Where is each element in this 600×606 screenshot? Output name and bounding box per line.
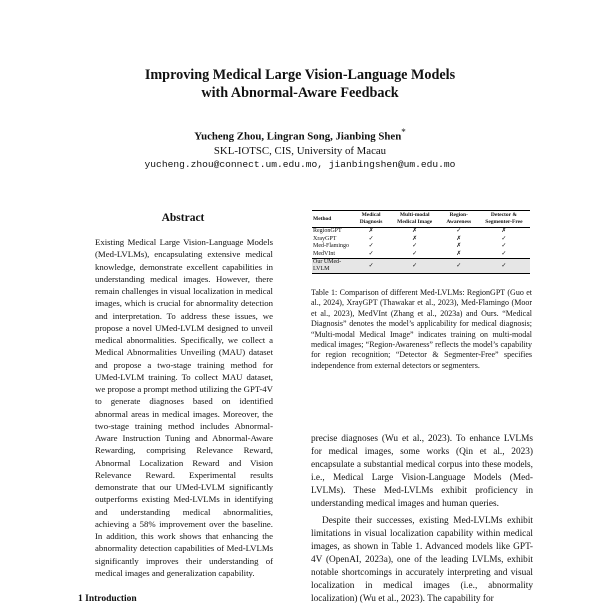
comparison-table <box>312 210 530 274</box>
cell: ✓ <box>501 235 507 242</box>
table-row <box>312 243 530 251</box>
cell: ✗ <box>456 243 462 250</box>
body-paragraph-1: precise diagnoses (Wu et al., 2023). To enhance LVLMs for medical images, some works (Qin et al., 2023) encapsulate a substantial medical corpus into these models, i.e., Medical Large Vision-Language Models (Med-LVLMs). These Med-LVLMs exhibit proficiency in understanding medical images and human queries. <box>311 434 533 510</box>
body-text <box>311 433 533 606</box>
corresponding-mark: * <box>401 127 406 137</box>
cell: ✓ <box>501 243 507 250</box>
cell: ✗ <box>368 228 374 235</box>
cell: ✗ <box>501 228 507 235</box>
cell: ✗ <box>456 250 462 257</box>
cell: ✓ <box>501 250 507 257</box>
cell: ✗ <box>412 228 418 235</box>
row-method: Our UMed-LVLM <box>312 259 353 274</box>
cell: ✓ <box>412 243 418 250</box>
table-caption: Table 1: Comparison of different Med-LVLMs: RegionGPT (Guo et al., 2024), XrayGPT (Thawakar et al., 2023), Med-Flamingo (Moor et al., 2023), MedVInt (Zhang et al., 2023a) and Ours. “Medical Diagnosis” denotes the model’s applicability for medical diagnosis; “Multi-modal Medical Image” indicates training on multi-modal medical images; “Region-Awareness” reflects the model’s capability for region recognition; “Detector & Segmenter-Free” specifies independence from external detectors or segmenters. <box>311 288 532 370</box>
col-medical-diagnosis: Medical Diagnosis <box>353 211 390 228</box>
table-row <box>312 236 530 244</box>
title-line-2: with Abnormal-Aware Feedback <box>201 85 399 101</box>
title-line-1: Improving Medical Large Vision-Language Models <box>144 67 456 83</box>
cell: ✗ <box>456 235 462 242</box>
table-row <box>312 251 530 259</box>
cell: ✓ <box>390 259 440 274</box>
cell: ✓ <box>353 259 390 274</box>
abstract-heading: Abstract <box>161 212 205 224</box>
table-header-row <box>312 211 530 228</box>
cell: ✗ <box>412 235 418 242</box>
cell: ✓ <box>440 259 478 274</box>
section-heading-introduction: 1 Introduction <box>78 594 137 604</box>
author-block <box>0 125 600 172</box>
col-detector-free: Detector & Segmenter-Free <box>478 211 530 228</box>
cell: ✓ <box>412 250 418 257</box>
cell: ✓ <box>368 250 374 257</box>
table-row-ours <box>312 259 530 274</box>
affiliation: SKL-IOTSC, CIS, University of Macau <box>213 144 387 157</box>
author-names: Yucheng Zhou, Lingran Song, Jianbing Shen <box>194 130 402 143</box>
cell: ✓ <box>368 235 374 242</box>
row-method: Med-Flamingo <box>313 243 349 250</box>
row-method: MedVInt <box>313 250 335 257</box>
col-method: Method <box>312 211 353 228</box>
table-row <box>312 228 530 236</box>
col-region-awareness: Region-Awareness <box>440 211 478 228</box>
paper-title <box>0 66 600 102</box>
col-multimodal: Multi-modal Medical Image <box>390 211 440 228</box>
cell: ✓ <box>368 243 374 250</box>
cell: ✓ <box>456 228 462 235</box>
row-method: RegionGPT <box>313 228 342 235</box>
cell: ✓ <box>478 259 530 274</box>
row-method: XrayGPT <box>313 235 337 242</box>
body-paragraph-2: Despite their successes, existing Med-LVLMs exhibit limitations in visual localization capability within medical images, as shown in Table 1. Advanced models like GPT-4V (OpenAI, 2023a), one of the leading LVLMs, exhibit notable shortcomings in accurately interpreting and visual localization in medical images (i.e., abnormality localization) (Wu et al., 2023). The capability for <box>311 515 533 605</box>
author-emails: yucheng.zhou@connect.um.edu.mo, jianbingshen@um.edu.mo <box>144 158 456 170</box>
abstract-text: Existing Medical Large Vision-Language Models (Med-LVLMs), encapsulating extensive medical knowledge, demonstrate excellent capabilities in understanding medical images. However, there remain challenges in visual localization in medical images, which is crucial for abnormality detection and interpretation. To address these issues, we propose a novel UMed-LVLM designed to unveil medical abnormalities. Specifically, we collect a Medical Abnormalities Unveiling (MAU) dataset and propose a two-stage training method for UMed-LVLM training. To collect MAU dataset, we propose a prompt method utilizing the GPT-4V to generate diagnoses based on identified abnormal areas in medical images. Moreover, the two-stage training method includes Abnormal-Aware Instruction Tuning and Abnormal-Aware Rewarding, comprising Relevance Reward, Abnormal Localization Reward and Vision Relevance Reward. Experimental results demonstrate that our UMed-LVLM significantly outperforms existing Med-LVLMs in identifying and understanding medical abnormalities, achieving a 58% improvement over the baseline. In addition, this work shows that enhancing the abnormality detection capabilities of Med-LVLMs significantly improves their understanding of medical images and generalization capability. <box>95 237 273 578</box>
